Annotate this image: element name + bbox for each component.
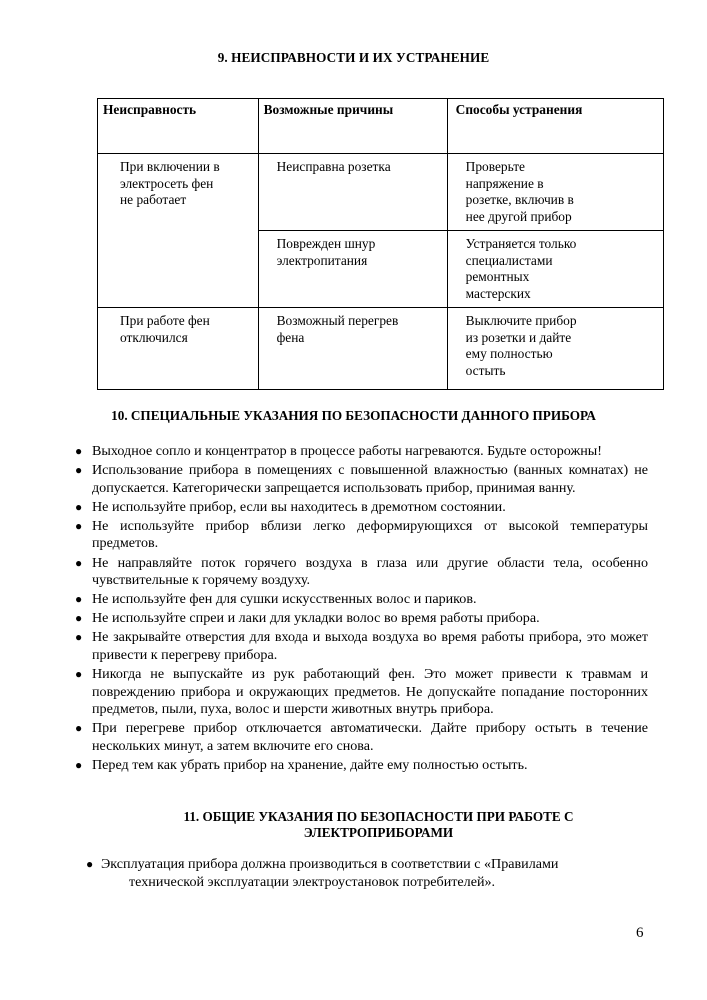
bullet-icon: ●: [75, 667, 83, 682]
bullet-icon: ●: [75, 555, 83, 570]
cause-cell: Возможный перегрев фена: [258, 308, 447, 390]
list-item: ● Никогда не выпускайте из рук работающий фен. Это может привести к травмам и повреждению прибора и окружающих предметов. Не допускайте попадание посторонних предметов, пыли, пуха, волос и шерсти животных внутрь прибора.: [75, 666, 648, 718]
list-item: ● Не используйте фен для сушки искусственных волос и париков.: [75, 591, 477, 608]
list-item: ● Выходное сопло и концентратор в процессе работы нагреваются. Будьте осторожны!: [75, 443, 602, 459]
fault-cell: При включении в электросеть фен не работает: [98, 154, 259, 308]
bullet-icon: ●: [75, 592, 83, 607]
list-item: ● Не используйте спреи и лаки для укладки волос во время работы прибора.: [75, 610, 540, 627]
section-10-title: 10. СПЕЦИАЛЬНЫЕ УКАЗАНИЯ ПО БЕЗОПАСНОСТИ ДАННОГО ПРИБОРА: [111, 408, 596, 423]
fault-cell: При работе фен отключился: [98, 308, 259, 390]
remedy-cell: Проверьте напряжение в розетке, включив в нее другой прибор: [447, 154, 663, 231]
page-number: 6: [636, 925, 644, 941]
section-9-title: 9. НЕИСПРАВНОСТИ И ИХ УСТРАНЕНИЕ: [217, 50, 490, 65]
bullet-icon: ●: [86, 857, 94, 871]
safety-list: [72, 443, 648, 776]
bullet-icon: ●: [75, 499, 83, 514]
section-11-title: 11. ОБЩИЕ УКАЗАНИЯ ПО БЕЗОПАСНОСТИ ПРИ РАБОТЕ С ЭЛЕКТРОПРИБОРАМИ: [183, 809, 574, 840]
table-header-row: [98, 99, 664, 154]
bullet-icon: ●: [75, 463, 83, 478]
bullet-icon: ●: [75, 518, 83, 533]
list-item: ● Использование прибора в помещениях с повышенной влажностью (ванных комнатах) не допускается. Категорически запрещается использовать прибор, принимая ванну.: [75, 462, 648, 496]
list-item: ● Не используйте прибор, если вы находитесь в дремотном состоянии.: [75, 498, 506, 515]
remedy-cell: Устраняется только специалистами ремонтных мастерских: [447, 231, 663, 308]
column-header-remedies: Способы устранения: [447, 99, 663, 154]
list-item: ● Не используйте прибор вблизи легко деформирующихся от высокой температуры предметов.: [75, 517, 648, 552]
column-header-causes: Возможные причины: [258, 99, 447, 154]
bullet-icon: ●: [75, 630, 83, 645]
list-item: ● Не направляйте поток горячего воздуха в глаза или другие области тела, особенно чувствительные к горячему воздуху.: [75, 554, 648, 589]
list-item: ● Не закрывайте отверстия для входа и выхода воздуха во время работы прибора, это может привести к перегреву прибора.: [75, 629, 648, 664]
table-row: [98, 154, 664, 231]
list-item: ● Перед тем как убрать прибор на хранение, дайте ему полностью остыть.: [75, 757, 528, 774]
bullet-icon: ●: [75, 721, 83, 736]
general-safety-item: ● Эксплуатация прибора должна производиться в соответствии с «Правилами технической эксплуатации электроустановок потребителей».: [86, 856, 559, 890]
bullet-icon: ●: [75, 758, 83, 773]
cause-cell: Поврежден шнур электропитания: [258, 231, 447, 308]
column-header-fault: Неисправность: [98, 99, 259, 154]
bullet-icon: ●: [75, 444, 83, 458]
bullet-icon: ●: [75, 611, 83, 626]
remedy-cell: Выключите прибор из розетки и дайте ему полностью остыть: [447, 308, 663, 390]
list-item: ● При перегреве прибор отключается автоматически. Дайте прибору остыть в течение нескольких минут, а затем включите его снова.: [75, 720, 648, 754]
cause-cell: Неисправна розетка: [258, 154, 447, 231]
faults-table: [97, 98, 664, 390]
table-row: [98, 308, 664, 390]
